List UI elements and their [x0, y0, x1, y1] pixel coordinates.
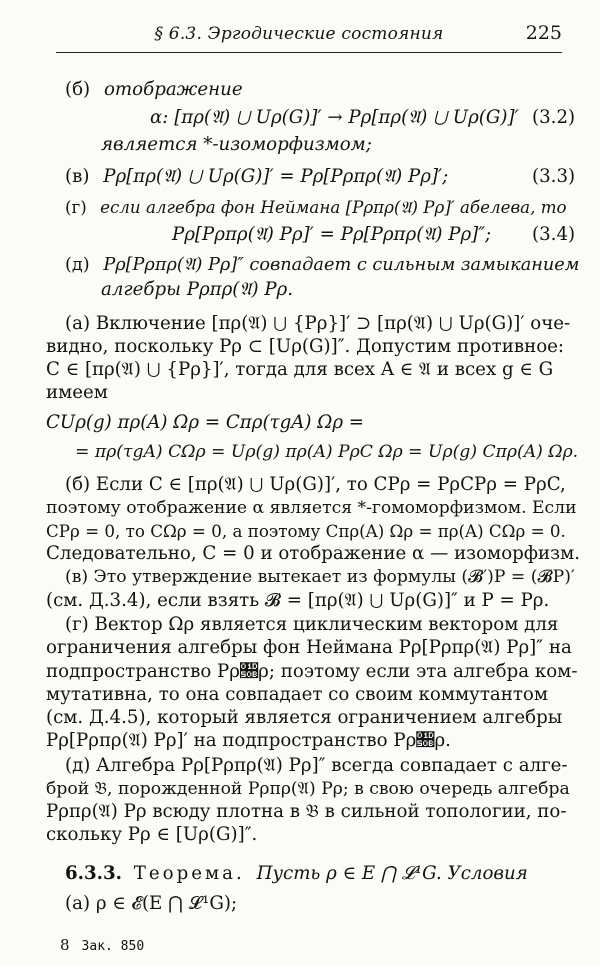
theorem-heading — [65, 862, 528, 886]
eqno-3-3: (3.3) — [532, 166, 576, 187]
proof-g-line: (г) Вектор Ωρ является циклическим вектором для — [65, 614, 559, 635]
proof-d-line: Pρπρ(𝔄) Pρ всюду плотна в 𝔅 в сильной топологии, по- — [46, 801, 567, 822]
display-eq-1: CUρ(g) πρ(A) Ωρ = Cπρ(τgA) Ωρ = — [46, 412, 365, 433]
item-g-label: (г) — [65, 197, 87, 217]
formula-3-4: Pρ[Pρπρ(𝔄) Pρ]′ = Pρ[Pρπρ(𝔄) Pρ]″; — [172, 224, 492, 245]
proof-v-line: (в) Это утверждение вытекает из формулы (𝓑′)P = (𝓑P)′ — [65, 567, 575, 587]
item-v — [65, 165, 448, 189]
formula-3-2: α: [πρ(𝔄) ⋃ Uρ(G)]′ → Pρ[πρ(𝔄) ⋃ Uρ(G)]′ — [150, 107, 519, 128]
proof-a-line: C ∈ [πρ(𝔄) ⋃ {Pρ}]′, тогда для всех A ∈ 𝔄 и всех g ∈ G — [46, 359, 554, 380]
proof-a-line: имеем — [46, 382, 108, 403]
proof-b-line: Следовательно, C = 0 и отображение α — изоморфизм. — [46, 543, 581, 564]
proof-g-line: (см. Д.4.5), который является ограничением алгебры — [46, 707, 563, 728]
item-v-label: (в) — [65, 166, 90, 187]
running-header — [56, 22, 562, 53]
item-b-text: отображение — [103, 79, 243, 100]
proof-g-line: мутативна, то она совпадает со своим коммутантом — [46, 684, 549, 705]
proof-b-line: поэтому отображение α является *-гомоморфизмом. Если — [46, 498, 577, 518]
item-g-text: если алгебра фон Неймана [Pρπρ(𝔄) Pρ]′ абелева, то — [100, 197, 567, 217]
proof-g-line: Pρ[Pρπρ(𝔄) Pρ]′ на подпространство Pρ𝔋ρ. — [46, 730, 451, 751]
item-g — [65, 195, 567, 219]
item-b — [65, 78, 243, 102]
theorem-number: 6.3.3. — [65, 863, 122, 884]
item-d — [65, 253, 579, 277]
proof-b-line: CPρ = 0, то CΩρ = 0, а поэтому Cπρ(A) Ωρ = πρ(A) CΩρ = 0. — [46, 521, 566, 541]
printer-signature — [60, 936, 144, 954]
item-b-label: (б) — [65, 79, 91, 100]
order-number: Зак. 850 — [81, 939, 145, 954]
proof-a-line: видно, поскольку Pρ ⊂ [Uρ(G)]″. Допустим противное: — [46, 336, 565, 357]
proof-v-line: (см. Д.3.4), если взять 𝓑 = [πρ(𝔄) ⋃ Uρ(G)]″ и P = Pρ. — [46, 590, 550, 611]
proof-d-line: скольку Pρ ∈ [Uρ(G)]″. — [46, 824, 258, 845]
theorem-statement: Пусть ρ ∈ E ⋂ 𝓛¹G. Условия — [256, 863, 528, 884]
item-d-label: (д) — [65, 255, 90, 275]
formula-3-3: Pρ[πρ(𝔄) ⋃ Uρ(G)]′ = Pρ[Pρπρ(𝔄) Pρ]′; — [103, 166, 449, 187]
eqno-3-4: (3.4) — [532, 224, 576, 245]
item-b-after: является *-изоморфизмом; — [101, 134, 372, 155]
eqno-3-2: (3.2) — [532, 107, 576, 128]
proof-a-line: (а) Включение [πρ(𝔄) ⋃ {Pρ}]′ ⊃ [πρ(𝔄) ⋃ Uρ(G)]′ оче- — [65, 313, 571, 334]
item-d-text1: Pρ[Pρπρ(𝔄) Pρ]″ совпадает с сильным замыканием — [103, 255, 580, 275]
proof-g-line: подпространство Pρ𝔋ρ; поэтому если эта алгебра ком- — [46, 661, 578, 682]
item-d-text2: алгебры Pρπρ(𝔄) Pρ. — [101, 279, 294, 300]
proof-b-line: (б) Если C ∈ [πρ(𝔄) ⋃ Uρ(G)]′, то CPρ = PρCPρ = PρC, — [65, 474, 566, 495]
display-eq-2: = πρ(τgA) CΩρ = Uρ(g) πρ(A) PρC Ωρ = Uρ(g) Cπρ(A) Ωρ. — [75, 442, 579, 462]
signature-number: 8 — [60, 936, 70, 954]
section-title: § 6.3. Эргодические состояния — [154, 24, 444, 44]
page-number: 225 — [525, 22, 562, 44]
theorem-word: Теорема. — [133, 863, 245, 884]
proof-g-line: ограничения алгебры фон Неймана Pρ[Pρπρ(𝔄) Pρ]″ на — [46, 637, 572, 658]
proof-d-line: брой 𝔅, порожденной Pρπρ(𝔄) Pρ; в свою очередь алгебра — [46, 779, 570, 799]
proof-d-line: (д) Алгебра Pρ[Pρπρ(𝔄) Pρ]″ всегда совпадает с алге- — [65, 755, 568, 776]
theorem-item-a: (а) ρ ∈ 𝓔(E ⋂ 𝓛¹G); — [65, 893, 238, 914]
